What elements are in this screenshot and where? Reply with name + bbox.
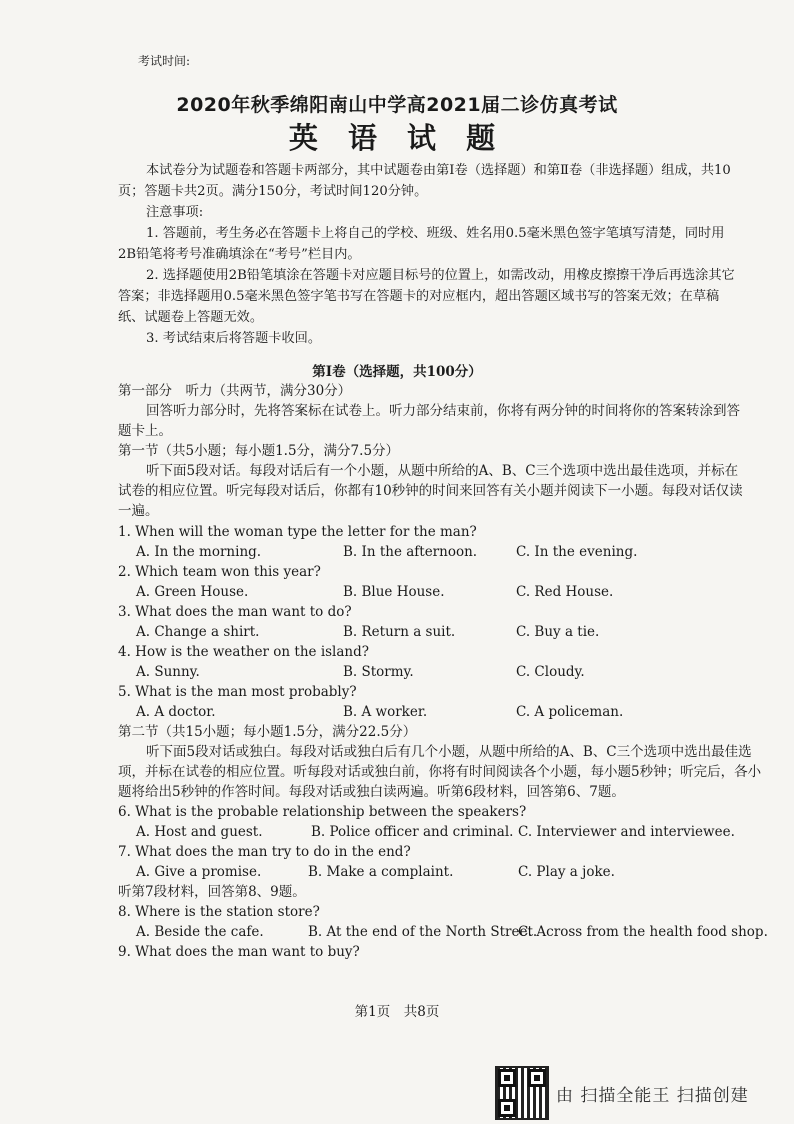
option-a: A. In the morning. <box>136 544 262 560</box>
question-text: 9. What does the man want to buy? <box>118 944 360 960</box>
material-instruction: 听第7段材料，回答第8、9题。 <box>118 884 306 900</box>
notice-item-1: 1. 答题前，考生务必在答题卡上将自己的学校、班级、姓名用0.5毫米黑色签字笔填写清楚，同时用2B铅笔将考号准确填涂在“考号”栏目内。 <box>118 226 725 262</box>
option-row <box>118 662 768 682</box>
option-c: C. Interviewer and interviewee. <box>518 824 735 840</box>
question-list <box>118 522 768 962</box>
volume-title: 第Ⅰ卷（选择题，共100分） <box>312 364 482 380</box>
option-a: A. Give a promise. <box>136 864 262 880</box>
page-number: 第1页 共8页 <box>354 1004 440 1020</box>
option-c: C. Play a joke. <box>518 864 615 880</box>
option-c: C. Buy a tie. <box>516 624 600 640</box>
question-text: 7. What does the man try to do in the end? <box>118 844 411 860</box>
option-row <box>118 542 768 562</box>
listening-intro <box>118 381 743 521</box>
part1-heading: 第一部分 听力（共两节，满分30分） <box>118 383 352 399</box>
option-c: C. In the evening. <box>516 544 638 560</box>
option-a: A. Green House. <box>136 584 249 600</box>
option-row <box>118 922 768 942</box>
section2-heading: 第二节（共15小题；每小题1.5分，满分22.5分） <box>118 724 417 740</box>
option-a: A. Host and guest. <box>136 824 263 840</box>
question-text: 1. When will the woman type the letter for the man? <box>118 524 477 540</box>
page-title: 2020年秋季绵阳南山中学高2021届二诊仿真考试 <box>176 94 618 116</box>
section1-description: 听下面5段对话。每段对话后有一个小题，从题中所给的A、B、C三个选项中选出最佳选项，并标在试卷的相应位置。听完每段对话后，你都有10秒钟的时间来回答有关小题并阅读下一小题。每段对话仅读一遍。 <box>118 463 743 519</box>
option-row <box>118 822 768 842</box>
option-b: B. A worker. <box>343 704 428 720</box>
option-row <box>118 702 768 722</box>
question-text: 3. What does the man want to do? <box>118 604 352 620</box>
option-c: C. A policeman. <box>516 704 624 720</box>
option-row <box>118 582 768 602</box>
section2-description: 听下面5段对话或独白。每段对话或独白后有几个小题，从题中所给的A、B、C三个选项中选出最佳选项，并标在试卷的相应位置。听每段对话或独白前，你将有时间阅读各个小题，每小题5秒钟；听完后，各小题将给出5秒钟的作答时间。每段对话或独白读两遍。听第6段材料，回答第6、7题。 <box>118 744 762 800</box>
question-text: 4. How is the weather on the island? <box>118 644 370 660</box>
notice-item-2: 2. 选择题使用2B铅笔填涂在答题卡对应题目标号的位置上，如需改动，用橡皮擦擦干净后再选涂其它答案；非选择题用0.5毫米黑色签字笔书写在答题卡的对应框内，超出答题区域书写的答案无效；在草稿纸、试题卷上答题无效。 <box>118 268 735 325</box>
option-a: A. A doctor. <box>136 704 216 720</box>
intro-paragraph: 本试卷分为试题卷和答题卡两部分，其中试题卷由第Ⅰ卷（选择题）和第Ⅱ卷（非选择题）组成，共10页；答题卡共2页。满分150分，考试时间120分钟。 <box>118 163 731 199</box>
subject-title: 英 语 试 题 <box>288 121 506 155</box>
option-b: B. Stormy. <box>343 664 414 680</box>
qr-code-icon <box>495 1066 549 1120</box>
question-text: 8. Where is the station store? <box>118 904 320 920</box>
option-b: B. Return a suit. <box>343 624 456 640</box>
part1-description: 回答听力部分时，先将答案标在试卷上。听力部分结束前，你将有两分钟的时间将你的答案转涂到答题卡上。 <box>118 403 740 439</box>
question-text: 5. What is the man most probably? <box>118 684 357 700</box>
option-a: A. Beside the cafe. <box>136 924 264 940</box>
option-c: C. Across from the health food shop. <box>518 924 768 940</box>
option-row <box>118 622 768 642</box>
section1-heading: 第一节（共5小题；每小题1.5分，满分7.5分） <box>118 443 400 459</box>
section2 <box>118 722 768 802</box>
option-b: B. Police officer and criminal. <box>311 824 514 840</box>
question-text: 6. What is the probable relationship between the speakers? <box>118 804 527 820</box>
option-a: A. Sunny. <box>136 664 200 680</box>
option-c: C. Cloudy. <box>516 664 585 680</box>
notice-item-3: 3. 考试结束后将答题卡收回。 <box>146 331 322 346</box>
option-b: B. In the afternoon. <box>343 544 478 560</box>
option-b: B. Blue House. <box>343 584 445 600</box>
option-row <box>118 862 768 882</box>
option-b: B. At the end of the North Street. <box>308 924 538 940</box>
option-c: C. Red House. <box>516 584 614 600</box>
exam-instructions <box>118 160 738 349</box>
exam-time-label: 考试时间: <box>138 54 191 68</box>
option-b: B. Make a complaint. <box>308 864 454 880</box>
scanner-watermark: 由 扫描全能王 扫描创建 <box>556 1086 749 1106</box>
question-text: 2. Which team won this year? <box>118 564 321 580</box>
option-a: A. Change a shirt. <box>136 624 260 640</box>
notice-title: 注意事项: <box>146 205 204 220</box>
